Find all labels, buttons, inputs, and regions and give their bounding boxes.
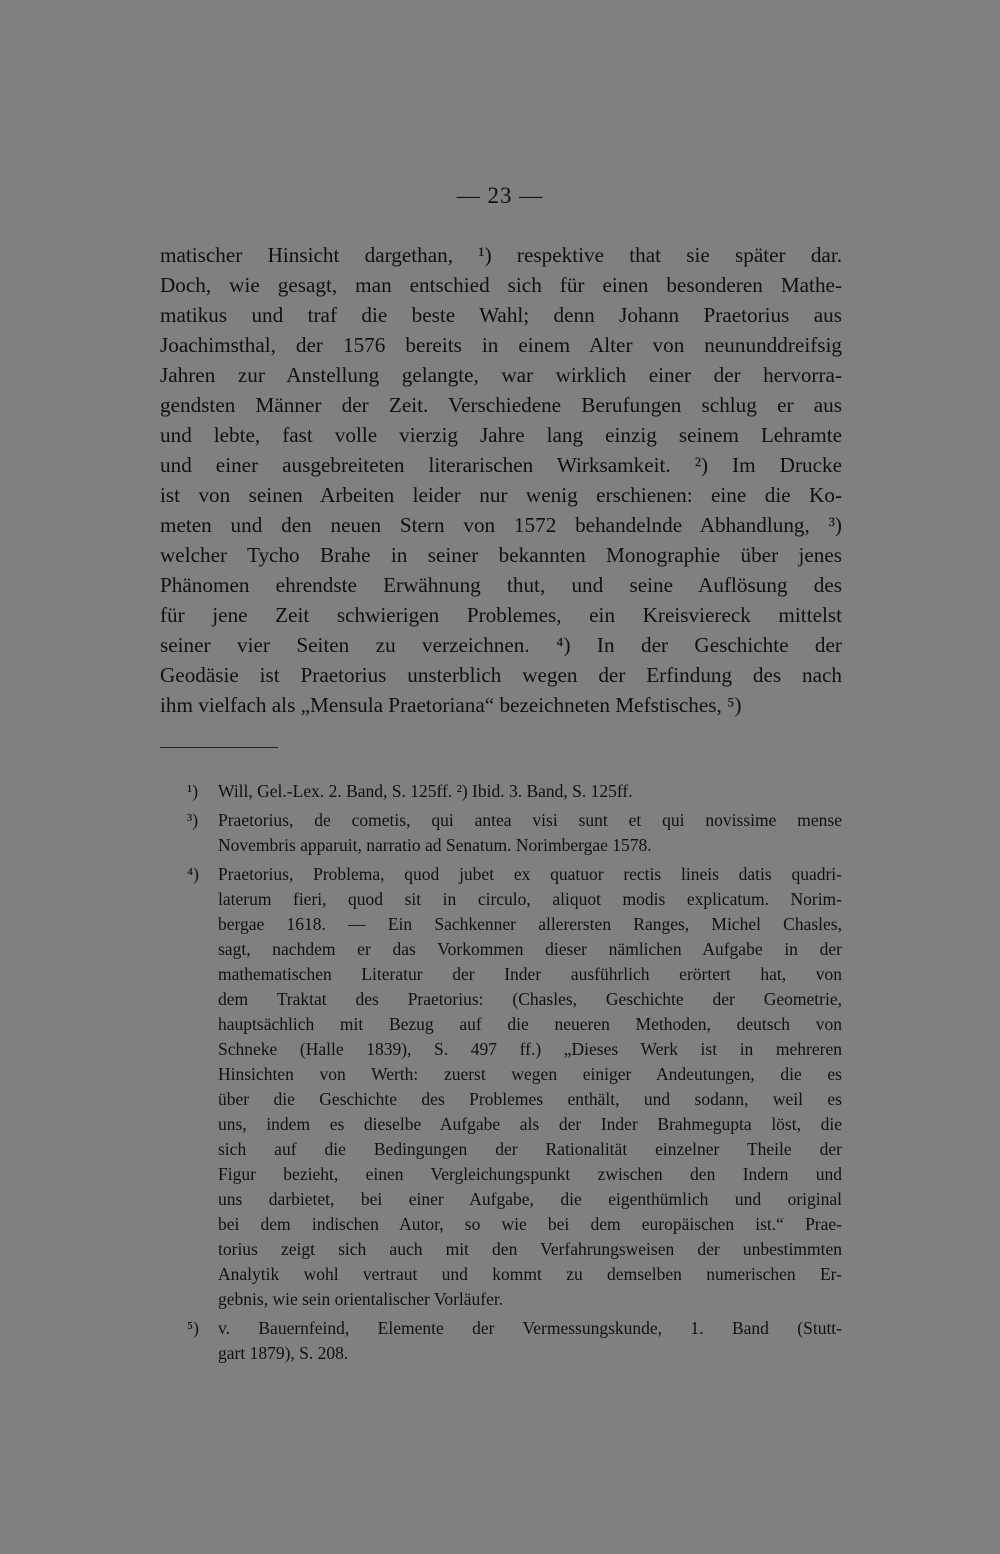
- footnote-line: gebnis, wie sein orientalischer Vorläufer.: [218, 1289, 504, 1309]
- body-line: und lebte, fast volle vierzig Jahre lang einzig seinem Lehramte: [160, 423, 842, 447]
- footnote-1: [160, 779, 842, 804]
- footnote-line: gart 1879), S. 208.: [218, 1343, 349, 1363]
- footnote-line: sich auf die Bedingungen der Rationalität einzelner Theile der: [218, 1139, 842, 1159]
- footnote-line: v. Bauernfeind, Elemente der Vermessungskunde, 1. Band (Stutt-: [218, 1318, 842, 1338]
- body-line: und einer ausgebreiteten literarischen Wirksamkeit. ²) Im Drucke: [160, 453, 842, 477]
- footnote-line: uns darbietet, bei einer Aufgabe, die eigenthümlich und original: [218, 1189, 842, 1209]
- footnote-marker: ¹): [187, 781, 199, 801]
- body-line: ihm vielfach als „Mensula Praetoriana“ bezeichneten Mefstisches, ⁵): [160, 693, 742, 717]
- body-line: welcher Tycho Brahe in seiner bekannten Monographie über jenes: [160, 543, 842, 567]
- body-line: für jene Zeit schwierigen Problemes, ein Kreisviereck mittelst: [160, 603, 842, 627]
- footnote-line: torius zeigt sich auch mit den Verfahrungsweisen der unbestimmten: [218, 1239, 842, 1259]
- body-line: Doch, wie gesagt, man entschied sich für einen besonderen Mathe-: [160, 273, 842, 297]
- footnote-line: Praetorius, de cometis, qui antea visi sunt et qui novissime mense: [218, 810, 842, 830]
- body-line: Phänomen ehrendste Erwähnung thut, und seine Auflösung des: [160, 573, 842, 597]
- footnote-line: Novembris apparuit, narratio ad Senatum. Norimbergae 1578.: [218, 835, 652, 855]
- footnote-line: uns, indem es dieselbe Aufgabe als der Inder Brahmegupta löst, die: [218, 1114, 842, 1134]
- footnote-line: Schneke (Halle 1839), S. 497 ff.) „Dieses Werk ist in mehreren: [218, 1039, 842, 1059]
- body-line: seiner vier Seiten zu verzeichnen. ⁴) In der Geschichte der: [160, 633, 842, 657]
- footnote-5: [160, 1316, 842, 1366]
- footnote-line: Praetorius, Problema, quod jubet ex quatuor rectis lineis datis quadri-: [218, 864, 842, 884]
- footnote-line: Will, Gel.-Lex. 2. Band, S. 125ff. ²) Ibid. 3. Band, S. 125ff.: [218, 781, 633, 801]
- footnote-line: Figur bezieht, einen Vergleichungspunkt zwischen den Indern und: [218, 1164, 842, 1184]
- footnote-line: über die Geschichte des Problemes enthält, und sodann, weil es: [218, 1089, 842, 1109]
- footnote-marker: ³): [187, 810, 199, 830]
- footnote-line: Hinsichten von Werth: zuerst wegen einiger Andeutungen, die es: [218, 1064, 842, 1084]
- body-line: ist von seinen Arbeiten leider nur wenig erschienen: eine die Ko-: [160, 483, 842, 507]
- footnote-3: [160, 808, 842, 858]
- page-number: — 23 —: [456, 183, 544, 208]
- footnote-marker: ⁴): [187, 864, 199, 884]
- body-line: Jahren zur Anstellung gelangte, war wirklich einer der hervorra-: [160, 363, 842, 387]
- footnote-line: dem Traktat des Praetorius: (Chasles, Geschichte der Geometrie,: [218, 989, 842, 1009]
- footnote-line: hauptsächlich mit Bezug auf die neueren Methoden, deutsch von: [218, 1014, 842, 1034]
- footnote-separator: [160, 747, 278, 748]
- footnote-line: Analytik wohl vertraut und kommt zu demselben numerischen Er-: [218, 1264, 842, 1284]
- body-line: Geodäsie ist Praetorius unsterblich wegen der Erfindung des nach: [160, 663, 842, 687]
- body-line: meten und den neuen Stern von 1572 behandelnde Abhandlung, ³): [160, 513, 842, 537]
- body-text: [160, 240, 842, 720]
- footnotes: [160, 779, 842, 1370]
- body-line: matikus und traf die beste Wahl; denn Johann Praetorius aus: [160, 303, 842, 327]
- footnote-marker: ⁵): [187, 1318, 199, 1338]
- footnote-line: bergae 1618. — Ein Sachkenner allerersten Ranges, Michel Chasles,: [218, 914, 842, 934]
- body-line: gendsten Männer der Zeit. Verschiedene Berufungen schlug er aus: [160, 393, 842, 417]
- footnote-line: mathematischen Literatur der Inder ausführlich erörtert hat, von: [218, 964, 842, 984]
- body-line: matischer Hinsicht dargethan, ¹) respektive that sie später dar.: [160, 243, 842, 267]
- footnote-line: laterum fieri, quod sit in circulo, aliquot modis explicatum. Norim-: [218, 889, 842, 909]
- body-line: Joachimsthal, der 1576 bereits in einem Alter von neununddreifsig: [160, 333, 842, 357]
- footnote-line: sagt, nachdem er das Vorkommen dieser nämlichen Aufgabe in der: [218, 939, 842, 959]
- footnote-4: [160, 862, 842, 1312]
- footnote-line: bei dem indischen Autor, so wie bei dem europäischen ist.“ Prae-: [218, 1214, 842, 1234]
